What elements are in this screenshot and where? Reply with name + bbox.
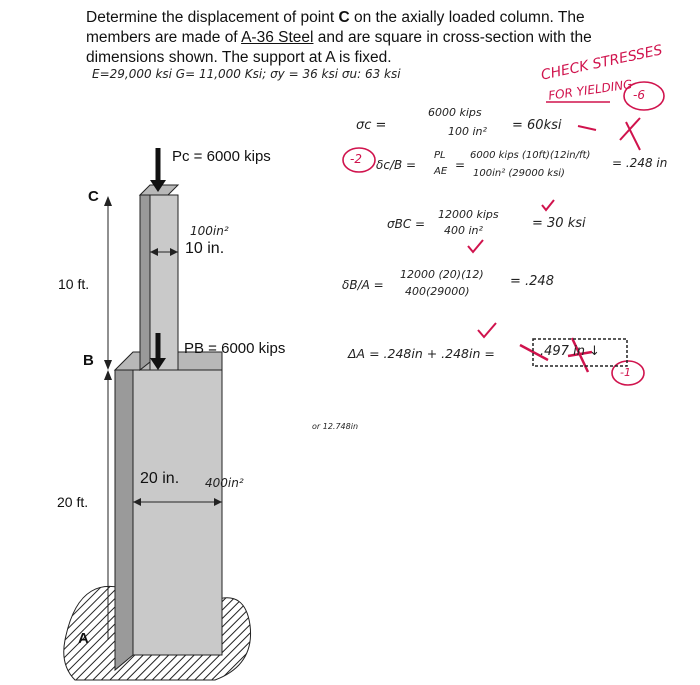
red-check-1 (542, 200, 554, 210)
length-top-label: 10 ft. (58, 276, 90, 292)
red-check-2 (468, 240, 483, 252)
upper-column (150, 195, 178, 370)
delta-ba-num: 12000 (20)(12) (400, 268, 484, 281)
sigma-c-result: = 60ksi (512, 118, 562, 133)
delta-cb-num: PL (434, 150, 446, 161)
delta-cb-result: = .248 in (612, 156, 668, 170)
width-bottom-label: 20 in. (140, 470, 180, 487)
sigma-c-den: 100 in² (448, 125, 487, 138)
length-bottom-label: 20 ft. (57, 494, 89, 510)
deduction-1: -1 (620, 366, 631, 379)
width-top-label: 10 in. (185, 240, 225, 257)
point-b-label: B (83, 352, 94, 369)
pb-label: PB = 6000 kips (184, 340, 286, 357)
area-bottom-note: 400in² (205, 476, 244, 490)
red-cross-top (620, 118, 640, 150)
delta-ba-den: 400(29000) (405, 285, 470, 298)
deduction-6: -6 (633, 88, 645, 102)
delta-a-total: ΔA = .248in + .248in = (348, 346, 495, 361)
sigma-c-num: 6000 kips (428, 106, 482, 119)
delta-cb-eq: = (455, 158, 466, 172)
delta-cb-den2: 100in² (29000 ksi) (473, 168, 565, 179)
delta-ba-result: = .248 (510, 274, 554, 289)
for-yielding-note: FOR YIELDING (547, 77, 634, 103)
red-check-3 (478, 323, 496, 337)
delta-a-answer: .497 in ↓ (540, 344, 600, 359)
sigma-bc-label: σBC = (387, 217, 426, 231)
side-note: or 12.748in (312, 422, 359, 431)
material-link: A-36 Steel (241, 29, 314, 46)
lower-column (133, 370, 222, 655)
sigma-c-label: σc = (356, 118, 387, 133)
sigma-bc-den: 400 in² (444, 224, 483, 237)
red-scratch-608 (578, 126, 596, 130)
sigma-bc-result: = 30 ksi (532, 216, 586, 231)
sigma-bc-num: 12000 kips (438, 208, 499, 221)
lower-column-face (115, 370, 133, 670)
check-stresses-note: CHECK STRESSES (539, 42, 664, 84)
delta-cb-label: δc/B = (376, 158, 417, 172)
point-c-ref: C (338, 9, 350, 26)
material-properties: E=29,000 ksi G= 11,000 Ksi; σy = 36 ksi σu: 63 ksi (92, 67, 401, 81)
pc-label: Pc = 6000 kips (172, 148, 271, 165)
point-a-label: A (78, 630, 89, 647)
deduction-2: -2 (350, 152, 362, 166)
delta-cb-den: AE (434, 166, 448, 177)
area-top-note: 100in² (190, 224, 229, 238)
delta-ba-label: δB/A = (342, 278, 384, 292)
point-c-label: C (88, 188, 99, 205)
upper-column-face (140, 195, 150, 370)
problem-statement: Determine the displacement of point C on the axially loaded column. The members are made of A-36 Steel and are square in cross-section with the dimensions shown. The support at A is fixed. (86, 9, 592, 66)
delta-cb-num2: 6000 kips (10ft)(12in/ft) (470, 150, 591, 161)
